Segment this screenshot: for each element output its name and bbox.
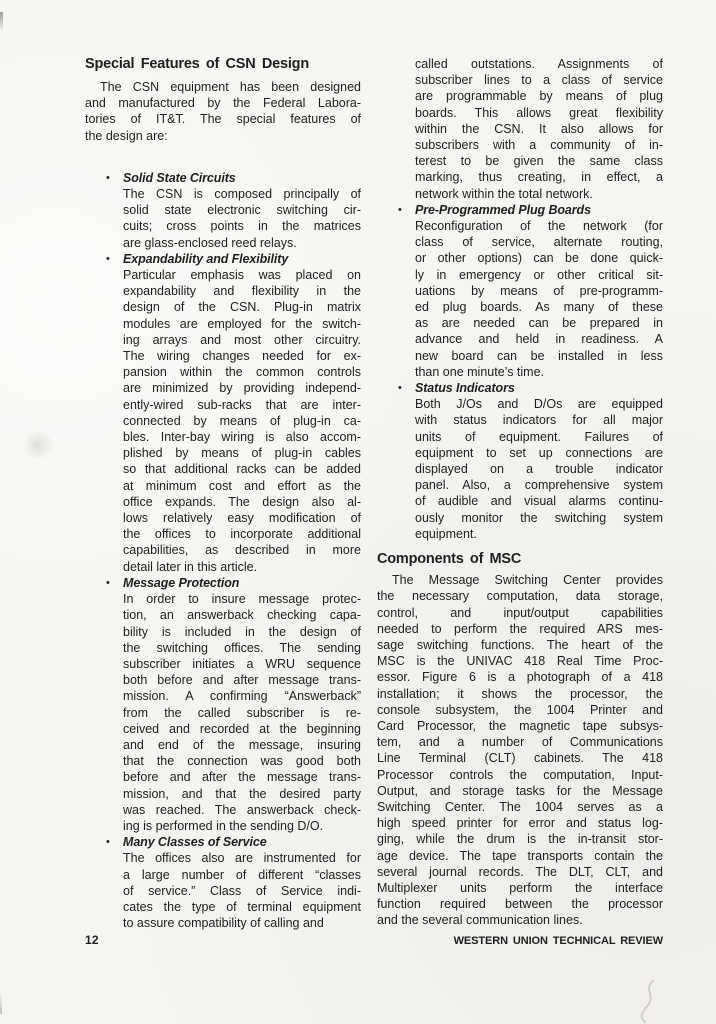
list-item-plug-boards [377,202,663,380]
text-line: ing arrays and most other circuitry. [123,332,361,347]
text-line: Reconfiguration of the network (for [415,219,663,234]
text-line: The CSN is composed principally of [123,187,361,202]
section-heading-components-msc: Components of MSC [377,551,522,568]
bullet-title: Many Classes of Service [123,835,267,850]
bullet-body [415,218,663,380]
text-line: Line Terminal (CLT) cabinets. The 418 [377,751,663,766]
text-line: ously monitor the switching system [415,510,663,525]
right-column [377,56,663,929]
text-line: class of service, alternate routing, [415,235,663,250]
text-line: are programmable by means of plug [415,89,663,104]
text-line: Output, and storage tasks for the Message [377,783,663,798]
text-line: new board can be installed in less [415,348,663,363]
text-line: and the several communication lines. [377,913,583,928]
text-line: panel. Also, a comprehensive system [415,478,663,493]
text-line: connected by means of plug-in ca- [123,413,361,428]
text-line: both before and after message trans- [123,673,361,688]
text-line: and end of the message, insuring [123,737,361,752]
text-line: or other options) can be done quick- [415,251,663,266]
text-line: tories of IT&T. The special features of [85,112,361,127]
text-line: office expands. The design also al- [123,494,361,509]
text-line: Switching Center. The 1004 serves as a [377,799,663,814]
text-line: the offices to incorporate additional [123,527,361,542]
text-line: and manufactured by the Federal Labora- [85,96,361,111]
bullet-icon: • [398,203,402,216]
text-line: tem, and a number of Communications [377,735,663,750]
text-line: The wiring changes needed for ex- [123,349,361,364]
text-line: Multiplexer units perform the interface [377,880,663,895]
text-line: to assure compatibility of calling and [123,916,324,931]
text-line: modules are employed for the switch- [123,316,361,331]
journal-title: WESTERN UNION TECHNICAL REVIEW [453,935,663,947]
text-line: ed plug boards. As many of these [415,300,663,315]
text-line: subscriber initiates a WRU sequence [123,656,361,671]
text-line: bles. Inter-bay wiring is also accom- [123,430,361,445]
text-line: than one minute’s time. [415,364,545,379]
text-line: ently-wired sub-racks that are inter- [123,397,361,412]
text-line: installation; it shows the processor, the [377,686,663,701]
text-line: called outstations. Assignments of [415,57,663,71]
text-line: the switching offices. The sending [123,640,361,655]
text-line: Card Processor, the magnetic tape subsys- [377,718,663,733]
text-line: with status indicators for all major [415,413,663,428]
scan-edge-artifact [0,992,2,1014]
text-line: of service.” Class of Service indi- [123,883,361,898]
text-line: mission. A confirming “Answerback” [123,689,361,704]
text-line: ing is performed in the sending D/O. [123,818,324,833]
text-line: network within the total network. [415,186,593,201]
text-line: needed to perform the required ARS mes- [377,621,663,636]
text-line: pansion within the common controls [123,365,361,380]
text-line: tion, an answerback checking capa- [123,608,361,623]
text-line: ceived and recorded at the beginning [123,721,361,736]
text-line: ly in emergency or other critical sit- [415,267,663,282]
text-line: equipment. [415,526,477,541]
text-line: subscriber lines to a class of service [415,73,663,88]
bullet-title: Message Protection [123,575,240,590]
bullet-icon: • [106,576,110,589]
text-line: terest to be given the same class [415,154,663,169]
bullet-title: Pre-Programmed Plug Boards [415,202,591,217]
bullet-title: Status Indicators [415,381,515,396]
text-line: sage switching functions. The heart of the [377,637,663,652]
text-line: cates the type of terminal equipment [123,899,361,914]
text-line: uations by means of pre-programm- [415,283,663,298]
text-line: equipment to set up connections are [415,445,663,460]
scan-edge-artifact [0,12,3,32]
text-line: The offices also are instrumented for [123,851,361,866]
text-line: control, and input/output capabilities [377,605,663,620]
text-line: console subsystem, the 1004 Printer and [377,702,663,717]
text-line: solid state electronic switching cir- [123,203,361,218]
list-item-solid-state-circuits [85,170,361,251]
text-line: essor. Figure 6 is a photograph of a 418 [377,670,663,685]
text-line: expandability and flexibility in the [123,284,361,299]
bullet-title: Expandability and Flexibility [123,251,289,266]
text-line: within the CSN. It also allows for [415,121,663,136]
text-line: Particular emphasis was placed on [123,268,361,283]
bullet-icon: • [106,171,110,184]
text-line: are minimized by providing independ- [123,381,361,396]
text-line: Both J/Os and D/Os are equipped [415,397,663,412]
text-line: The Message Switching Center provides [392,573,663,588]
text-line: In order to insure message protec- [123,592,361,607]
bullet-body [123,267,361,575]
text-line: mission, and that the desired party [123,786,361,801]
text-line: of audible and visual alarms continu- [415,494,663,509]
text-line: ging, while the drum is the in-transit stor- [377,832,663,847]
bullet-body [415,396,663,542]
text-line: high speed printer for error and status log- [377,816,663,831]
text-line: from the called subscriber is re- [123,705,361,720]
bullet-body [123,186,361,251]
text-line: as are needed can be prepared in [415,316,663,331]
text-line: was reached. The answerback check- [123,802,361,817]
text-line: age device. The tape transports contain the [377,848,663,863]
continuation-paragraph [377,56,663,202]
bullet-icon: • [106,252,110,265]
text-line: advance and held in readiness. A [415,332,663,347]
list-item-expandability [85,251,361,575]
text-line: cuits; cross points in the matrices [123,219,361,234]
list-item-classes-of-service [85,834,361,931]
bullet-body [123,591,361,834]
text-line: at minimum cost and effort as the [123,478,361,493]
scan-squiggle-artifact [633,978,663,1024]
intro-paragraph [85,79,361,144]
list-item-status-indicators [377,380,663,542]
bullet-icon: • [398,382,402,395]
text-line: function required between the processor [377,897,663,912]
page-footer [85,933,663,947]
text-line: the necessary computation, data storage, [377,589,663,604]
text-line: displayed on a trouble indicator [415,462,663,477]
bullet-icon: • [106,836,110,849]
text-line: subscribers with a community of in- [415,138,663,153]
list-item-message-protection [85,575,361,834]
text-line: detail later in this article. [123,559,258,574]
text-line: MSC is the UNIVAC 418 Real Time Proc- [377,654,663,669]
msc-paragraph [377,572,663,928]
text-line: a large number of different “classes [123,867,361,882]
text-line: plished by means of plug-in cables [123,446,361,461]
section-heading-csn-design: Special Features of CSN Design [85,56,309,72]
text-line: bility is included in the design of [123,624,361,639]
text-line: Processor controls the computation, Input- [377,767,663,782]
bullet-body [123,850,361,931]
text-line: the design are: [85,128,168,143]
text-line: several journal records. The DLT, CLT, and [377,864,663,879]
text-line: units of equipment. Failures of [415,429,663,444]
scan-smudge-artifact [16,424,60,466]
text-line: boards. This allows great flexibility [415,105,663,120]
text-line: before and after the message trans- [123,770,361,785]
text-line: design of the CSN. Plug-in matrix [123,300,361,315]
text-line: lows relatively easy modification of [123,511,361,526]
text-line: The CSN equipment has been designed [100,80,361,94]
left-column [85,56,361,931]
text-line: capabilities, as described in more [123,543,361,558]
text-line: marking, thus creating, in effect, a [415,170,663,185]
text-line: are glass-enclosed reed relays. [123,235,297,250]
text-line: that the connection was good both [123,754,361,769]
text-line: so that additional racks can be added [123,462,361,477]
bullet-title: Solid State Circuits [123,170,236,185]
page-number: 12 [85,933,99,947]
